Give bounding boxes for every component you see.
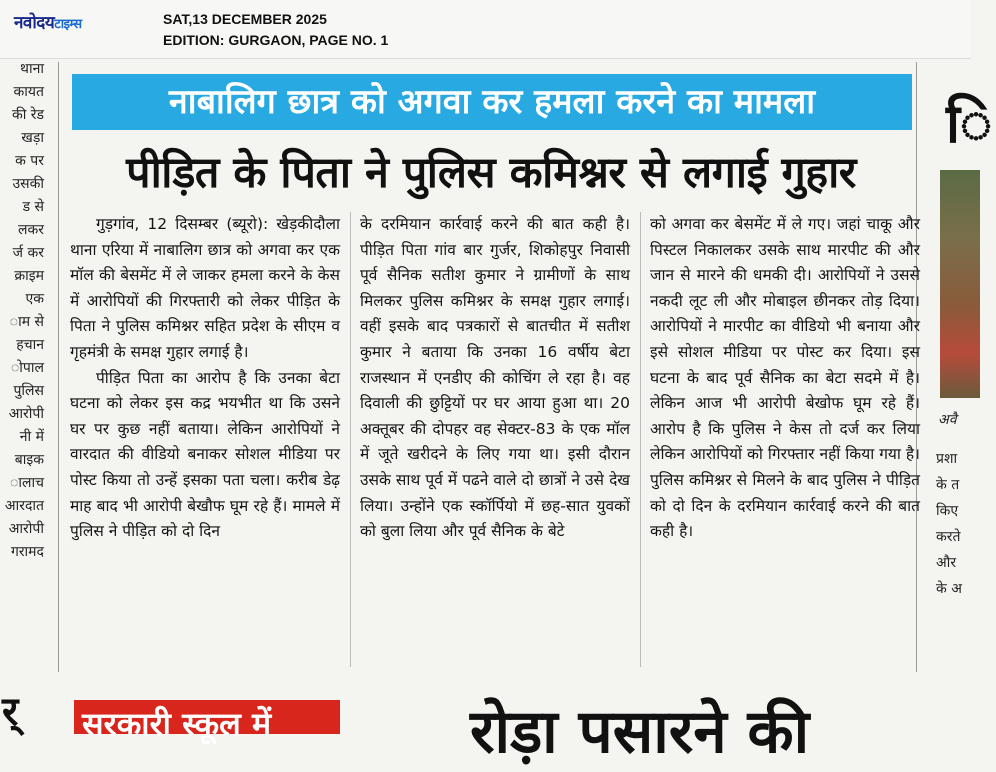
right-fragment: और [936, 555, 957, 571]
photo-caption: अवै [938, 412, 957, 428]
left-fragment: क पर [15, 153, 44, 169]
article-column-3 [650, 212, 920, 674]
article-body [70, 212, 920, 674]
left-fragment: ाम से [9, 314, 44, 330]
left-fragment: र्ज कर [12, 245, 44, 261]
left-fragment: थाना [20, 61, 44, 77]
left-fragment: उसकी [12, 176, 44, 192]
right-fragment: प्रशा [936, 451, 958, 467]
left-fragment: गरामद [10, 544, 44, 560]
right-text-fragments [936, 446, 996, 602]
edition-line: EDITION: GURGAON, PAGE NO. 1 [163, 32, 389, 48]
left-fragment: की रेड [11, 107, 44, 123]
column-divider [640, 212, 641, 667]
article-column-2 [360, 212, 630, 674]
column-divider [58, 62, 59, 672]
left-fragment: एक [25, 291, 44, 307]
left-fragment: बाइक [14, 452, 44, 468]
left-fragment: ड से [22, 199, 44, 215]
left-fragment: नी में [19, 429, 44, 445]
right-headline-fragment: ि [946, 92, 993, 155]
news-article[interactable] [70, 74, 920, 674]
newspaper-logo[interactable] [14, 10, 82, 33]
left-fragment: आरोपी [8, 406, 44, 422]
left-fragment: आरोपी [8, 521, 44, 537]
article-kicker: नाबालिग छात्र को अगवा कर हमला करने का मामला [72, 74, 912, 130]
edition-meta [163, 9, 388, 51]
left-fragment: हचान [16, 337, 44, 353]
next-article-headline: रोड़ा पसारने की [470, 697, 810, 767]
article-paragraph: के दरमियान कार्रवाई करने की बात कही है। पीड़ित पिता गांव बार गुर्जर, शिकोहपुर निवासी पूर्व सैनिक सतीश कुमार ने ग्रामीणों के साथ मिलकर पुलिस कमिश्नर के समक्ष गुहार लगाई। वहीं इसके बाद पत्रकारों से बातचीत में सतीश कुमार ने बताया कि उनका 16 वर्षीय बेटा राजस्थान में एनडीए की कोचिंग ले रहा है। वह दिवाली की छुट्टियों पर घर आया हुआ था। 20 अक्तूबर की दोपहर वह सेक्टर-83 के एक मॉल में जूते खरीदने के लिए गया था। इसी दौरान उसके साथ पूर्व में पढने वाले दो छात्रों ने उसे देख लिया। उन्होंने एक स्कॉर्पियो में छह-सात युवकों को बुला लिया और पूर्व सैनिक के बेटे [360, 215, 630, 541]
right-fragment: किए [936, 503, 959, 519]
left-fragment: ालाच [10, 475, 44, 491]
right-fragment: के अ [936, 581, 962, 597]
date-line: SAT,13 DECEMBER 2025 [163, 11, 327, 27]
news-photo [940, 170, 980, 398]
article-column-1 [70, 212, 340, 674]
left-fragment: पुलिस [13, 383, 44, 399]
next-article-red-headline: सरकारी स्कूल में [74, 700, 340, 734]
logo-sub: टाइम्स [54, 17, 82, 32]
right-fragment: के त [936, 477, 960, 493]
bottom-left-fragment: र् [2, 689, 19, 735]
column-divider [350, 212, 351, 667]
logo-main: नवोदय [14, 13, 55, 33]
left-fragment: क्राइम [14, 268, 44, 284]
left-fragment: आरदात [4, 498, 44, 514]
left-fragment: ोपाल [10, 360, 44, 376]
right-fragment: करते [936, 529, 961, 545]
edition-header [0, 0, 971, 59]
left-adjacent-article [0, 58, 46, 734]
left-fragment: कायत [13, 84, 44, 100]
article-headline: पीड़ित के पिता ने पुलिस कमिश्नर से लगाई गुहार [126, 148, 856, 198]
left-fragment: लकर [18, 222, 44, 238]
article-paragraph: गुड़गांव, 12 दिसम्बर (ब्यूरो): खेड़कीदौला थाना एरिया में नाबालिग छात्र को अगवा कर एक मॉल की बेसमेंट में ले जाकर हमला करने के केस में आरोपियों की गिरफ्तारी को लेकर पीड़ित के पिता ने पुलिस कमिश्नर सहित प्रदेश के सीएम व गृहमंत्री के समक्ष गुहार लगाई है। [70, 215, 340, 361]
right-adjacent-article [918, 58, 993, 734]
article-paragraph: को अगवा कर बेसमेंट में ले गए। जहां चाकू और पिस्टल निकालकर उसके साथ मारपीट की और जान से मारने की धमकी दी। आरोपियों ने उससे नकदी लूट ली और मोबाइल छीनकर तोड़ दिया। आरोपियों ने मारपीट का वीडियो भी बनाया और इसे सोशल मीडिया पर पोस्ट कर दिया। इस घटना के बाद पूर्व सैनिक का बेटा सदमे में है। लेकिन आज भी आरोपी बेखोफ घूम रहे हैं। आरोप है कि पुलिस ने केस तो दर्ज कर लिया लेकिन आरोपियों को गिरफ्तार नहीं किया गया है। पुलिस कमिश्नर से मिलने के बाद पुलिस ने पीड़ित को दो दिन के दरमियान कार्रवाई करने की बात कही है। [650, 215, 920, 541]
left-fragment: खड़ा [21, 130, 44, 146]
article-paragraph: पीड़ित पिता का आरोप है कि उनका बेटा घटना को लेकर इस कद्र भयभीत था कि उसने घर पर कुछ नहीं बताया। लेकिन आरोपियों ने वारदात की वीडियो बनाकर सोशल मीडिया पर पोस्ट किया तो उन्हें इसका पता चला। करीब डेढ़ माह बाद भी आरोपी बेखौफ घूम रहे हैं। मामले में पुलिस ने पीड़ित को दो दिन [70, 368, 340, 541]
